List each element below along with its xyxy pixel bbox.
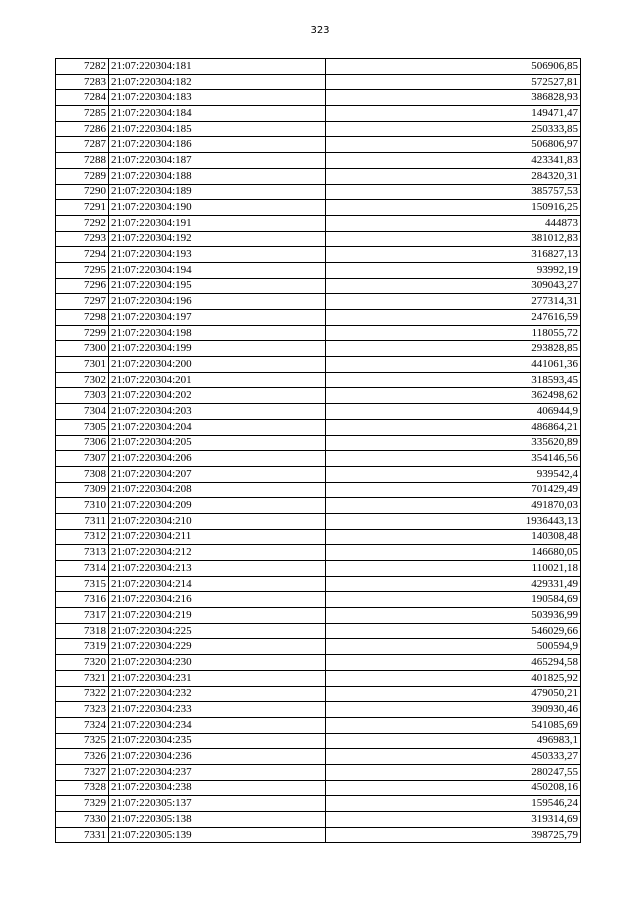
row-number-cell: 7322 [56, 686, 109, 702]
row-number-cell: 7300 [56, 341, 109, 357]
value-cell: 284320,31 [326, 168, 581, 184]
table-body [56, 59, 581, 843]
value-cell: 450333,27 [326, 749, 581, 765]
row-number-cell: 7303 [56, 388, 109, 404]
table-row [56, 529, 581, 545]
value-cell: 250333,85 [326, 121, 581, 137]
cadastral-number-cell: 21:07:220304:199 [109, 341, 326, 357]
cadastral-number-cell: 21:07:220304:238 [109, 780, 326, 796]
row-number-cell: 7331 [56, 827, 109, 843]
table-row [56, 372, 581, 388]
cadastral-number-cell: 21:07:220304:198 [109, 325, 326, 341]
row-number-cell: 7329 [56, 796, 109, 812]
table-row [56, 419, 581, 435]
value-cell: 486864,21 [326, 419, 581, 435]
cadastral-number-cell: 21:07:220304:183 [109, 90, 326, 106]
table-row [56, 74, 581, 90]
cadastral-number-cell: 21:07:220304:204 [109, 419, 326, 435]
row-number-cell: 7290 [56, 184, 109, 200]
row-number-cell: 7327 [56, 764, 109, 780]
row-number-cell: 7296 [56, 278, 109, 294]
value-cell: 390930,46 [326, 702, 581, 718]
row-number-cell: 7318 [56, 623, 109, 639]
row-number-cell: 7317 [56, 608, 109, 624]
cadastral-number-cell: 21:07:220304:205 [109, 435, 326, 451]
cadastral-number-cell: 21:07:220304:225 [109, 623, 326, 639]
table-row [56, 137, 581, 153]
table-row [56, 278, 581, 294]
row-number-cell: 7307 [56, 451, 109, 467]
table-row [56, 796, 581, 812]
row-number-cell: 7314 [56, 561, 109, 577]
table-row [56, 639, 581, 655]
cadastral-number-cell: 21:07:220304:216 [109, 592, 326, 608]
table-row [56, 184, 581, 200]
table-row [56, 482, 581, 498]
cadastral-number-cell: 21:07:220304:219 [109, 608, 326, 624]
value-cell: 939542,4 [326, 466, 581, 482]
value-cell: 118055,72 [326, 325, 581, 341]
row-number-cell: 7295 [56, 262, 109, 278]
row-number-cell: 7282 [56, 59, 109, 75]
value-cell: 149471,47 [326, 106, 581, 122]
table-row [56, 388, 581, 404]
row-number-cell: 7319 [56, 639, 109, 655]
row-number-cell: 7289 [56, 168, 109, 184]
value-cell: 429331,49 [326, 576, 581, 592]
value-cell: 247616,59 [326, 310, 581, 326]
row-number-cell: 7287 [56, 137, 109, 153]
table-row [56, 357, 581, 373]
page-number: 323 [310, 25, 330, 36]
value-cell: 293828,85 [326, 341, 581, 357]
value-cell: 572527,81 [326, 74, 581, 90]
value-cell: 465294,58 [326, 655, 581, 671]
row-number-cell: 7284 [56, 90, 109, 106]
table-row [56, 812, 581, 828]
row-number-cell: 7316 [56, 592, 109, 608]
table-row [56, 686, 581, 702]
cadastral-number-cell: 21:07:220304:201 [109, 372, 326, 388]
value-cell: 93992,19 [326, 262, 581, 278]
table-row [56, 670, 581, 686]
cadastral-number-cell: 21:07:220305:137 [109, 796, 326, 812]
cadastral-number-cell: 21:07:220304:192 [109, 231, 326, 247]
table-row [56, 247, 581, 263]
table-row [56, 545, 581, 561]
cadastral-number-cell: 21:07:220304:214 [109, 576, 326, 592]
cadastral-number-cell: 21:07:220304:194 [109, 262, 326, 278]
value-cell: 444873 [326, 215, 581, 231]
row-number-cell: 7301 [56, 357, 109, 373]
table-row [56, 404, 581, 420]
row-number-cell: 7283 [56, 74, 109, 90]
value-cell: 354146,56 [326, 451, 581, 467]
value-cell: 309043,27 [326, 278, 581, 294]
table-row [56, 498, 581, 514]
table-row [56, 121, 581, 137]
row-number-cell: 7305 [56, 419, 109, 435]
row-number-cell: 7291 [56, 200, 109, 216]
table-row [56, 231, 581, 247]
table-row [56, 153, 581, 169]
row-number-cell: 7306 [56, 435, 109, 451]
cadastral-number-cell: 21:07:220304:186 [109, 137, 326, 153]
table-row [56, 59, 581, 75]
row-number-cell: 7321 [56, 670, 109, 686]
row-number-cell: 7320 [56, 655, 109, 671]
cadastral-number-cell: 21:07:220304:208 [109, 482, 326, 498]
value-cell: 496983,1 [326, 733, 581, 749]
cadastral-number-cell: 21:07:220304:185 [109, 121, 326, 137]
value-cell: 150916,25 [326, 200, 581, 216]
row-number-cell: 7310 [56, 498, 109, 514]
cadastral-number-cell: 21:07:220304:184 [109, 106, 326, 122]
table-row [56, 310, 581, 326]
table-row [56, 90, 581, 106]
cadastral-number-cell: 21:07:220304:237 [109, 764, 326, 780]
row-number-cell: 7323 [56, 702, 109, 718]
table-row [56, 451, 581, 467]
row-number-cell: 7326 [56, 749, 109, 765]
value-cell: 190584,69 [326, 592, 581, 608]
table-row [56, 200, 581, 216]
value-cell: 441061,36 [326, 357, 581, 373]
row-number-cell: 7328 [56, 780, 109, 796]
table-row [56, 325, 581, 341]
table-row [56, 341, 581, 357]
cadastral-number-cell: 21:07:220304:229 [109, 639, 326, 655]
table-row [56, 717, 581, 733]
cadastral-number-cell: 21:07:220304:233 [109, 702, 326, 718]
value-cell: 146680,05 [326, 545, 581, 561]
cadastral-number-cell: 21:07:220304:182 [109, 74, 326, 90]
value-cell: 401825,92 [326, 670, 581, 686]
cadastral-number-cell: 21:07:220305:139 [109, 827, 326, 843]
row-number-cell: 7315 [56, 576, 109, 592]
value-cell: 335620,89 [326, 435, 581, 451]
row-number-cell: 7285 [56, 106, 109, 122]
table-row [56, 749, 581, 765]
value-cell: 110021,18 [326, 561, 581, 577]
value-cell: 386828,93 [326, 90, 581, 106]
cadastral-number-cell: 21:07:220304:196 [109, 294, 326, 310]
table-row [56, 561, 581, 577]
table-row [56, 702, 581, 718]
row-number-cell: 7292 [56, 215, 109, 231]
value-cell: 398725,79 [326, 827, 581, 843]
cadastral-number-cell: 21:07:220304:212 [109, 545, 326, 561]
row-number-cell: 7298 [56, 310, 109, 326]
value-cell: 318593,45 [326, 372, 581, 388]
row-number-cell: 7288 [56, 153, 109, 169]
row-number-cell: 7312 [56, 529, 109, 545]
value-cell: 406944,9 [326, 404, 581, 420]
table-row [56, 655, 581, 671]
value-cell: 491870,03 [326, 498, 581, 514]
cadastral-number-cell: 21:07:220304:207 [109, 466, 326, 482]
value-cell: 506806,97 [326, 137, 581, 153]
cadastral-number-cell: 21:07:220304:190 [109, 200, 326, 216]
row-number-cell: 7304 [56, 404, 109, 420]
value-cell: 423341,83 [326, 153, 581, 169]
cadastral-number-cell: 21:07:220304:191 [109, 215, 326, 231]
value-cell: 503936,99 [326, 608, 581, 624]
cadastral-number-cell: 21:07:220304:213 [109, 561, 326, 577]
table-row [56, 294, 581, 310]
value-cell: 362498,62 [326, 388, 581, 404]
cadastral-number-cell: 21:07:220304:206 [109, 451, 326, 467]
row-number-cell: 7325 [56, 733, 109, 749]
value-cell: 159546,24 [326, 796, 581, 812]
table-row [56, 215, 581, 231]
cadastral-number-cell: 21:07:220304:181 [109, 59, 326, 75]
table-row [56, 623, 581, 639]
value-cell: 479050,21 [326, 686, 581, 702]
cadastral-number-cell: 21:07:220304:234 [109, 717, 326, 733]
row-number-cell: 7297 [56, 294, 109, 310]
value-cell: 500594,9 [326, 639, 581, 655]
registry-table [55, 58, 581, 843]
value-cell: 541085,69 [326, 717, 581, 733]
cadastral-number-cell: 21:07:220304:236 [109, 749, 326, 765]
row-number-cell: 7311 [56, 513, 109, 529]
table-row [56, 764, 581, 780]
cadastral-number-cell: 21:07:220304:231 [109, 670, 326, 686]
cadastral-number-cell: 21:07:220304:211 [109, 529, 326, 545]
table-row [56, 827, 581, 843]
cadastral-number-cell: 21:07:220304:202 [109, 388, 326, 404]
cadastral-number-cell: 21:07:220304:195 [109, 278, 326, 294]
table-row [56, 780, 581, 796]
table-row [56, 106, 581, 122]
cadastral-number-cell: 21:07:220304:193 [109, 247, 326, 263]
value-cell: 140308,48 [326, 529, 581, 545]
value-cell: 701429,49 [326, 482, 581, 498]
value-cell: 280247,55 [326, 764, 581, 780]
table-row [56, 466, 581, 482]
row-number-cell: 7302 [56, 372, 109, 388]
cadastral-number-cell: 21:07:220304:189 [109, 184, 326, 200]
row-number-cell: 7286 [56, 121, 109, 137]
cadastral-number-cell: 21:07:220304:230 [109, 655, 326, 671]
cadastral-number-cell: 21:07:220304:200 [109, 357, 326, 373]
cadastral-number-cell: 21:07:220304:210 [109, 513, 326, 529]
value-cell: 546029,66 [326, 623, 581, 639]
table-row [56, 733, 581, 749]
table-row [56, 168, 581, 184]
value-cell: 319314,69 [326, 812, 581, 828]
row-number-cell: 7313 [56, 545, 109, 561]
table-row [56, 435, 581, 451]
value-cell: 316827,13 [326, 247, 581, 263]
row-number-cell: 7309 [56, 482, 109, 498]
row-number-cell: 7308 [56, 466, 109, 482]
table-row [56, 576, 581, 592]
table-row [56, 513, 581, 529]
row-number-cell: 7293 [56, 231, 109, 247]
cadastral-number-cell: 21:07:220304:235 [109, 733, 326, 749]
cadastral-number-cell: 21:07:220304:203 [109, 404, 326, 420]
cadastral-number-cell: 21:07:220304:188 [109, 168, 326, 184]
table-row [56, 592, 581, 608]
cadastral-number-cell: 21:07:220304:187 [109, 153, 326, 169]
cadastral-number-cell: 21:07:220304:209 [109, 498, 326, 514]
row-number-cell: 7299 [56, 325, 109, 341]
value-cell: 277314,31 [326, 294, 581, 310]
value-cell: 1936443,13 [326, 513, 581, 529]
cadastral-number-cell: 21:07:220304:232 [109, 686, 326, 702]
row-number-cell: 7294 [56, 247, 109, 263]
row-number-cell: 7330 [56, 812, 109, 828]
row-number-cell: 7324 [56, 717, 109, 733]
value-cell: 450208,16 [326, 780, 581, 796]
cadastral-number-cell: 21:07:220304:197 [109, 310, 326, 326]
cadastral-number-cell: 21:07:220305:138 [109, 812, 326, 828]
value-cell: 381012,83 [326, 231, 581, 247]
value-cell: 385757,53 [326, 184, 581, 200]
table-row [56, 608, 581, 624]
table-row [56, 262, 581, 278]
value-cell: 506906,85 [326, 59, 581, 75]
